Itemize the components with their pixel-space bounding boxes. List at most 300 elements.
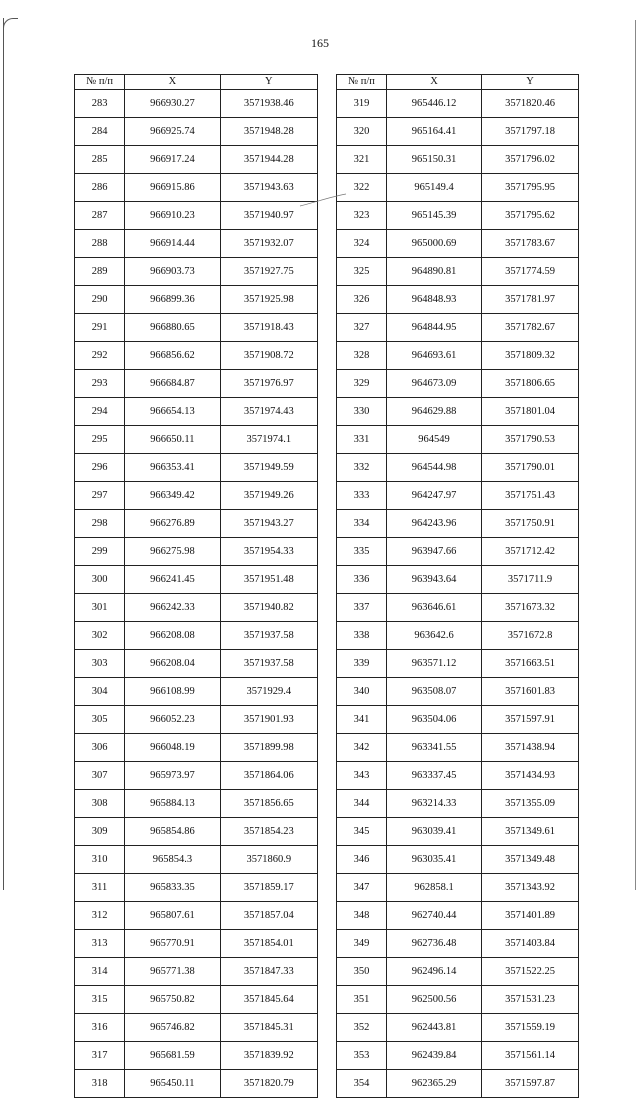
table-row — [75, 426, 318, 454]
cell-y: 3571839.92 — [220, 1042, 317, 1070]
cell-number: 308 — [75, 790, 125, 818]
cell-x: 965000.69 — [387, 230, 482, 258]
cell-x: 964673.09 — [387, 370, 482, 398]
cell-x: 963943.64 — [387, 566, 482, 594]
cell-y: 3571711.9 — [482, 566, 579, 594]
cell-x: 965770.91 — [125, 930, 220, 958]
cell-x: 963214.33 — [387, 790, 482, 818]
cell-number: 288 — [75, 230, 125, 258]
cell-y: 3571796.02 — [482, 146, 579, 174]
table-row — [337, 846, 579, 874]
table-row — [75, 314, 318, 342]
cell-number: 305 — [75, 706, 125, 734]
column-header-number: № п/п — [337, 75, 387, 90]
table-row — [75, 482, 318, 510]
table-row — [75, 510, 318, 538]
table-row — [75, 678, 318, 706]
cell-y: 3571938.46 — [220, 90, 317, 118]
cell-y: 3571845.64 — [220, 986, 317, 1014]
cell-y: 3571522.25 — [482, 958, 579, 986]
cell-x: 964844.95 — [387, 314, 482, 342]
cell-number: 344 — [337, 790, 387, 818]
cell-number: 301 — [75, 594, 125, 622]
table-row — [75, 286, 318, 314]
table-row — [75, 398, 318, 426]
cell-number: 338 — [337, 622, 387, 650]
cell-number: 293 — [75, 370, 125, 398]
table-row — [337, 538, 579, 566]
cell-number: 343 — [337, 762, 387, 790]
cell-x: 964629.88 — [387, 398, 482, 426]
cell-number: 325 — [337, 258, 387, 286]
cell-number: 337 — [337, 594, 387, 622]
table-row — [337, 426, 579, 454]
cell-number: 290 — [75, 286, 125, 314]
cell-number: 341 — [337, 706, 387, 734]
cell-x: 966275.98 — [125, 538, 220, 566]
cell-y: 3571712.42 — [482, 538, 579, 566]
cell-x: 966276.89 — [125, 510, 220, 538]
table-row — [75, 202, 318, 230]
cell-x: 964549 — [387, 426, 482, 454]
cell-y: 3571782.67 — [482, 314, 579, 342]
cell-x: 964243.96 — [387, 510, 482, 538]
table-row — [337, 118, 579, 146]
cell-y: 3571857.04 — [220, 902, 317, 930]
cell-x: 965149.4 — [387, 174, 482, 202]
table-row — [337, 790, 579, 818]
cell-number: 310 — [75, 846, 125, 874]
cell-number: 291 — [75, 314, 125, 342]
table-body-left — [75, 90, 318, 1098]
cell-y: 3571601.83 — [482, 678, 579, 706]
cell-x: 966208.04 — [125, 650, 220, 678]
cell-number: 335 — [337, 538, 387, 566]
table-row — [75, 930, 318, 958]
cell-number: 312 — [75, 902, 125, 930]
cell-number: 330 — [337, 398, 387, 426]
cell-y: 3571845.31 — [220, 1014, 317, 1042]
cell-y: 3571795.62 — [482, 202, 579, 230]
column-header-y: Y — [220, 75, 317, 90]
cell-x: 963341.55 — [387, 734, 482, 762]
table-row — [337, 930, 579, 958]
table-row — [337, 986, 579, 1014]
cell-number: 333 — [337, 482, 387, 510]
table-row — [75, 622, 318, 650]
table-row — [337, 342, 579, 370]
table-row — [337, 1042, 579, 1070]
cell-y: 3571943.27 — [220, 510, 317, 538]
cell-y: 3571597.91 — [482, 706, 579, 734]
cell-number: 309 — [75, 818, 125, 846]
cell-y: 3571927.75 — [220, 258, 317, 286]
cell-number: 331 — [337, 426, 387, 454]
table-row — [75, 146, 318, 174]
cell-number: 327 — [337, 314, 387, 342]
cell-x: 966241.45 — [125, 566, 220, 594]
cell-number: 300 — [75, 566, 125, 594]
cell-x: 966353.41 — [125, 454, 220, 482]
column-header-x: X — [125, 75, 220, 90]
cell-number: 348 — [337, 902, 387, 930]
cell-x: 965884.13 — [125, 790, 220, 818]
cell-x: 964544.98 — [387, 454, 482, 482]
cell-x: 965446.12 — [387, 90, 482, 118]
cell-y: 3571672.8 — [482, 622, 579, 650]
cell-y: 3571974.43 — [220, 398, 317, 426]
cell-number: 340 — [337, 678, 387, 706]
cell-x: 966917.24 — [125, 146, 220, 174]
table-row — [75, 846, 318, 874]
cell-x: 962740.44 — [387, 902, 482, 930]
cell-y: 3571949.26 — [220, 482, 317, 510]
cell-x: 962736.48 — [387, 930, 482, 958]
cell-number: 287 — [75, 202, 125, 230]
table-row — [75, 790, 318, 818]
cell-x: 965973.97 — [125, 762, 220, 790]
cell-x: 963504.06 — [387, 706, 482, 734]
cell-x: 966910.23 — [125, 202, 220, 230]
table-row — [337, 566, 579, 594]
table-row — [337, 706, 579, 734]
cell-y: 3571948.28 — [220, 118, 317, 146]
cell-number: 351 — [337, 986, 387, 1014]
cell-y: 3571673.32 — [482, 594, 579, 622]
cell-number: 314 — [75, 958, 125, 986]
table-row — [75, 1070, 318, 1098]
table-row — [337, 1014, 579, 1042]
cell-number: 352 — [337, 1014, 387, 1042]
cell-x: 966048.19 — [125, 734, 220, 762]
cell-x: 963508.07 — [387, 678, 482, 706]
cell-y: 3571925.98 — [220, 286, 317, 314]
cell-y: 3571774.59 — [482, 258, 579, 286]
table-row — [337, 818, 579, 846]
cell-number: 289 — [75, 258, 125, 286]
table-row — [337, 454, 579, 482]
cell-x: 966650.11 — [125, 426, 220, 454]
cell-y: 3571663.51 — [482, 650, 579, 678]
table-row — [337, 230, 579, 258]
cell-number: 318 — [75, 1070, 125, 1098]
cell-y: 3571918.43 — [220, 314, 317, 342]
table-row — [337, 874, 579, 902]
table-row — [337, 90, 579, 118]
table-row — [337, 510, 579, 538]
table-row — [337, 482, 579, 510]
cell-y: 3571349.61 — [482, 818, 579, 846]
cell-y: 3571781.97 — [482, 286, 579, 314]
table-row — [337, 1070, 579, 1098]
table-row — [75, 958, 318, 986]
cell-number: 346 — [337, 846, 387, 874]
table-row — [337, 202, 579, 230]
cell-number: 297 — [75, 482, 125, 510]
cell-y: 3571561.14 — [482, 1042, 579, 1070]
cell-number: 292 — [75, 342, 125, 370]
cell-x: 963035.41 — [387, 846, 482, 874]
cell-y: 3571820.79 — [220, 1070, 317, 1098]
table-row — [75, 902, 318, 930]
pencil-stroke — [298, 192, 348, 208]
cell-y: 3571434.93 — [482, 762, 579, 790]
cell-number: 313 — [75, 930, 125, 958]
table-row — [75, 874, 318, 902]
table-row — [337, 174, 579, 202]
cell-y: 3571531.23 — [482, 986, 579, 1014]
cell-number: 298 — [75, 510, 125, 538]
cell-number: 303 — [75, 650, 125, 678]
cell-y: 3571847.33 — [220, 958, 317, 986]
cell-number: 353 — [337, 1042, 387, 1070]
cell-number: 328 — [337, 342, 387, 370]
cell-x: 965164.41 — [387, 118, 482, 146]
cell-y: 3571751.43 — [482, 482, 579, 510]
cell-y: 3571820.46 — [482, 90, 579, 118]
scan-edge-left — [3, 18, 4, 890]
cell-y: 3571597.87 — [482, 1070, 579, 1098]
table-body-right — [337, 90, 579, 1098]
column-header-y: Y — [482, 75, 579, 90]
table-row — [75, 734, 318, 762]
scan-edge-right — [635, 20, 636, 890]
table-row — [337, 286, 579, 314]
cell-number: 332 — [337, 454, 387, 482]
cell-number: 307 — [75, 762, 125, 790]
cell-y: 3571801.04 — [482, 398, 579, 426]
table-row — [75, 986, 318, 1014]
cell-x: 962365.29 — [387, 1070, 482, 1098]
cell-y: 3571403.84 — [482, 930, 579, 958]
table-row — [75, 762, 318, 790]
cell-y: 3571864.06 — [220, 762, 317, 790]
cell-number: 342 — [337, 734, 387, 762]
cell-x: 966856.62 — [125, 342, 220, 370]
table-row — [75, 706, 318, 734]
cell-y: 3571809.32 — [482, 342, 579, 370]
cell-x: 966242.33 — [125, 594, 220, 622]
cell-x: 965450.11 — [125, 1070, 220, 1098]
cell-number: 324 — [337, 230, 387, 258]
cell-y: 3571940.97 — [220, 202, 317, 230]
cell-number: 347 — [337, 874, 387, 902]
cell-x: 963337.45 — [387, 762, 482, 790]
cell-y: 3571401.89 — [482, 902, 579, 930]
cell-number: 296 — [75, 454, 125, 482]
cell-y: 3571783.67 — [482, 230, 579, 258]
cell-number: 304 — [75, 678, 125, 706]
cell-x: 965750.82 — [125, 986, 220, 1014]
cell-y: 3571856.65 — [220, 790, 317, 818]
cell-x: 965854.3 — [125, 846, 220, 874]
table-row — [337, 902, 579, 930]
cell-x: 962500.56 — [387, 986, 482, 1014]
cell-number: 285 — [75, 146, 125, 174]
cell-number: 329 — [337, 370, 387, 398]
table-row — [337, 622, 579, 650]
cell-x: 964848.93 — [387, 286, 482, 314]
cell-number: 316 — [75, 1014, 125, 1042]
table-row — [75, 566, 318, 594]
cell-number: 284 — [75, 118, 125, 146]
table-row — [75, 650, 318, 678]
table-row — [337, 258, 579, 286]
cell-x: 966684.87 — [125, 370, 220, 398]
cell-number: 299 — [75, 538, 125, 566]
coordinates-table-right — [336, 74, 579, 1098]
cell-x: 962439.84 — [387, 1042, 482, 1070]
cell-y: 3571854.01 — [220, 930, 317, 958]
cell-y: 3571954.33 — [220, 538, 317, 566]
table-row — [337, 762, 579, 790]
table-row — [75, 258, 318, 286]
cell-x: 964890.81 — [387, 258, 482, 286]
table-row — [75, 1042, 318, 1070]
cell-y: 3571940.82 — [220, 594, 317, 622]
cell-x: 963039.41 — [387, 818, 482, 846]
cell-y: 3571937.58 — [220, 622, 317, 650]
cell-x: 966925.74 — [125, 118, 220, 146]
table-row — [337, 370, 579, 398]
table-row — [337, 678, 579, 706]
cell-y: 3571790.01 — [482, 454, 579, 482]
cell-number: 311 — [75, 874, 125, 902]
cell-y: 3571438.94 — [482, 734, 579, 762]
table-row — [75, 118, 318, 146]
cell-x: 962443.81 — [387, 1014, 482, 1042]
cell-x: 962858.1 — [387, 874, 482, 902]
cell-y: 3571750.91 — [482, 510, 579, 538]
cell-y: 3571790.53 — [482, 426, 579, 454]
cell-number: 286 — [75, 174, 125, 202]
cell-y: 3571908.72 — [220, 342, 317, 370]
cell-x: 965746.82 — [125, 1014, 220, 1042]
cell-number: 334 — [337, 510, 387, 538]
cell-y: 3571795.95 — [482, 174, 579, 202]
cell-y: 3571860.9 — [220, 846, 317, 874]
cell-x: 966914.44 — [125, 230, 220, 258]
cell-number: 319 — [337, 90, 387, 118]
cell-y: 3571943.63 — [220, 174, 317, 202]
cell-y: 3571976.97 — [220, 370, 317, 398]
cell-number: 306 — [75, 734, 125, 762]
cell-x: 966930.27 — [125, 90, 220, 118]
table-row — [337, 734, 579, 762]
cell-y: 3571951.48 — [220, 566, 317, 594]
cell-y: 3571929.4 — [220, 678, 317, 706]
cell-y: 3571349.48 — [482, 846, 579, 874]
cell-x: 965145.39 — [387, 202, 482, 230]
table-row — [75, 538, 318, 566]
cell-y: 3571932.07 — [220, 230, 317, 258]
cell-number: 322 — [337, 174, 387, 202]
cell-y: 3571559.19 — [482, 1014, 579, 1042]
cell-x: 966899.36 — [125, 286, 220, 314]
cell-y: 3571854.23 — [220, 818, 317, 846]
cell-number: 345 — [337, 818, 387, 846]
cell-y: 3571806.65 — [482, 370, 579, 398]
table-header-row — [75, 75, 318, 90]
cell-number: 321 — [337, 146, 387, 174]
cell-x: 966208.08 — [125, 622, 220, 650]
cell-x: 965771.38 — [125, 958, 220, 986]
table-header-row — [337, 75, 579, 90]
cell-y: 3571901.93 — [220, 706, 317, 734]
cell-x: 965681.59 — [125, 1042, 220, 1070]
table-row — [75, 90, 318, 118]
cell-x: 966915.86 — [125, 174, 220, 202]
cell-number: 336 — [337, 566, 387, 594]
cell-y: 3571797.18 — [482, 118, 579, 146]
cell-x: 965807.61 — [125, 902, 220, 930]
cell-x: 966903.73 — [125, 258, 220, 286]
cell-y: 3571859.17 — [220, 874, 317, 902]
cell-number: 317 — [75, 1042, 125, 1070]
cell-number: 323 — [337, 202, 387, 230]
cell-x: 963571.12 — [387, 650, 482, 678]
table-row — [75, 230, 318, 258]
cell-number: 339 — [337, 650, 387, 678]
cell-x: 966880.65 — [125, 314, 220, 342]
cell-number: 302 — [75, 622, 125, 650]
cell-number: 283 — [75, 90, 125, 118]
table-row — [337, 146, 579, 174]
cell-x: 966654.13 — [125, 398, 220, 426]
cell-number: 315 — [75, 986, 125, 1014]
cell-x: 963642.6 — [387, 622, 482, 650]
table-row — [75, 370, 318, 398]
cell-y: 3571937.58 — [220, 650, 317, 678]
coordinates-table-left — [74, 74, 318, 1098]
cell-number: 295 — [75, 426, 125, 454]
cell-number: 294 — [75, 398, 125, 426]
cell-y: 3571944.28 — [220, 146, 317, 174]
column-header-x: X — [387, 75, 482, 90]
cell-x: 966349.42 — [125, 482, 220, 510]
table-row — [75, 454, 318, 482]
page-number: 165 — [311, 36, 329, 50]
cell-number: 350 — [337, 958, 387, 986]
cell-y: 3571974.1 — [220, 426, 317, 454]
cell-y: 3571899.98 — [220, 734, 317, 762]
cell-x: 966108.99 — [125, 678, 220, 706]
cell-y: 3571949.59 — [220, 454, 317, 482]
table-row — [337, 398, 579, 426]
table-row — [75, 818, 318, 846]
cell-x: 966052.23 — [125, 706, 220, 734]
cell-x: 964247.97 — [387, 482, 482, 510]
table-row — [337, 314, 579, 342]
table-row — [337, 958, 579, 986]
cell-number: 320 — [337, 118, 387, 146]
table-row — [75, 342, 318, 370]
cell-x: 965833.35 — [125, 874, 220, 902]
cell-x: 963646.61 — [387, 594, 482, 622]
cell-number: 349 — [337, 930, 387, 958]
cell-number: 354 — [337, 1070, 387, 1098]
cell-x: 963947.66 — [387, 538, 482, 566]
cell-y: 3571343.92 — [482, 874, 579, 902]
cell-x: 965854.86 — [125, 818, 220, 846]
scan-edge-corner — [3, 18, 18, 29]
table-row — [337, 594, 579, 622]
column-header-number: № п/п — [75, 75, 125, 90]
cell-x: 965150.31 — [387, 146, 482, 174]
table-row — [337, 650, 579, 678]
cell-x: 964693.61 — [387, 342, 482, 370]
cell-number: 326 — [337, 286, 387, 314]
